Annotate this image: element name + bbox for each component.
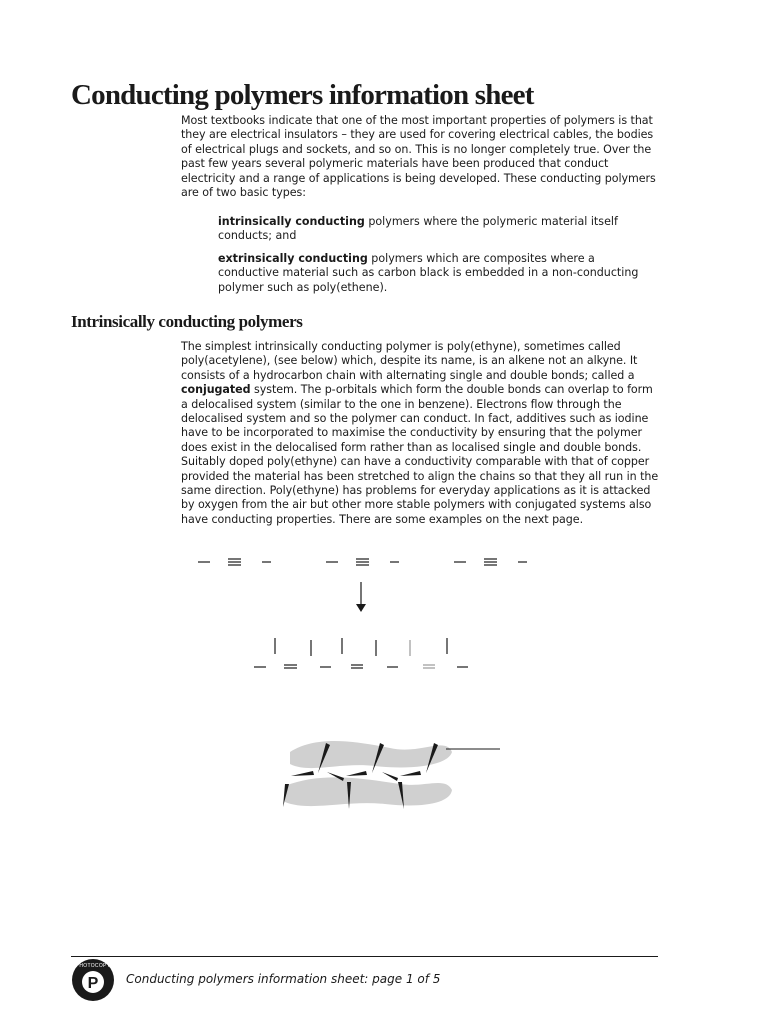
ethyne-molecule-1 [198, 559, 271, 565]
polymer-types-list [218, 215, 658, 303]
ethyne-molecule-2 [326, 559, 399, 565]
intro-paragraph: Most textbooks indicate that one of the most important properties of polymers is that they are electrical insulators – they are used for covering electrical cables, the bodies of electrical plugs and sockets, and so on. This is no longer completely true. Over the past few years several polymeric materials have been produced that conduct electricity and a range of applications is being developed. These conducting polymers are of two basic types: [181, 114, 656, 200]
section-heading: Intrinsically conducting polymers [71, 312, 303, 331]
type-term: extrinsically conducting [218, 251, 368, 265]
delocalised-pi-system [283, 741, 500, 809]
type-intrinsic [218, 215, 658, 244]
reaction-arrow [356, 582, 366, 612]
footer-page-label: Conducting polymers information sheet: page 1 of 5 [126, 972, 441, 986]
type-description: polymers where the polymeric material itself conducts; and [218, 215, 618, 243]
logo-text: PHOTOCOPY [75, 963, 111, 969]
polyethyne-chain [254, 638, 468, 668]
footer-rule [71, 956, 658, 957]
photocopy-logo [71, 958, 115, 1002]
ethyne-molecule-3 [454, 559, 527, 565]
type-extrinsic [218, 252, 658, 295]
polymerisation-diagram [150, 540, 550, 820]
type-description: polymers which are composites where a conductive material such as carbon black is embedded in a non-conducting polymer such as poly(ethene). [218, 251, 639, 294]
page-title: Conducting polymers information sheet [71, 79, 534, 111]
conjugated-term: conjugated [181, 383, 251, 397]
section-paragraph: The simplest intrinsically conducting polymer is poly(ethyne), sometimes called poly(acetylene), (see below) which, despite its name, is an alkene not an alkyne. It consists of a hydrocarbon chain with alternating single and double bonds; called a conjugated system. The p-orbitals which form the double bonds can overlap to form a delocalised system (similar to the one in benzene). Electrons flow through the delocalised system and so the polymer can conduct. In fact, additives such as iodine have to be incorporated to maximise the conductivity by ensuring that the polymer does exist in the delocalised form rather than as localised single and double bonds. Suitably doped poly(ethyne) can have a conductivity comparable with that of copper provided the material has been stretched to align the chains so that they all run in the same direction. Poly(ethyne) has problems for everyday applications as it is attacked by oxygen from the air but other more stable polymers with conjugated systems also have conducting properties. There are some examples on the next page. [181, 340, 659, 526]
type-term: intrinsically conducting [218, 215, 365, 228]
ethyne-monomers [198, 559, 527, 565]
logo-letter: P [87, 975, 99, 992]
